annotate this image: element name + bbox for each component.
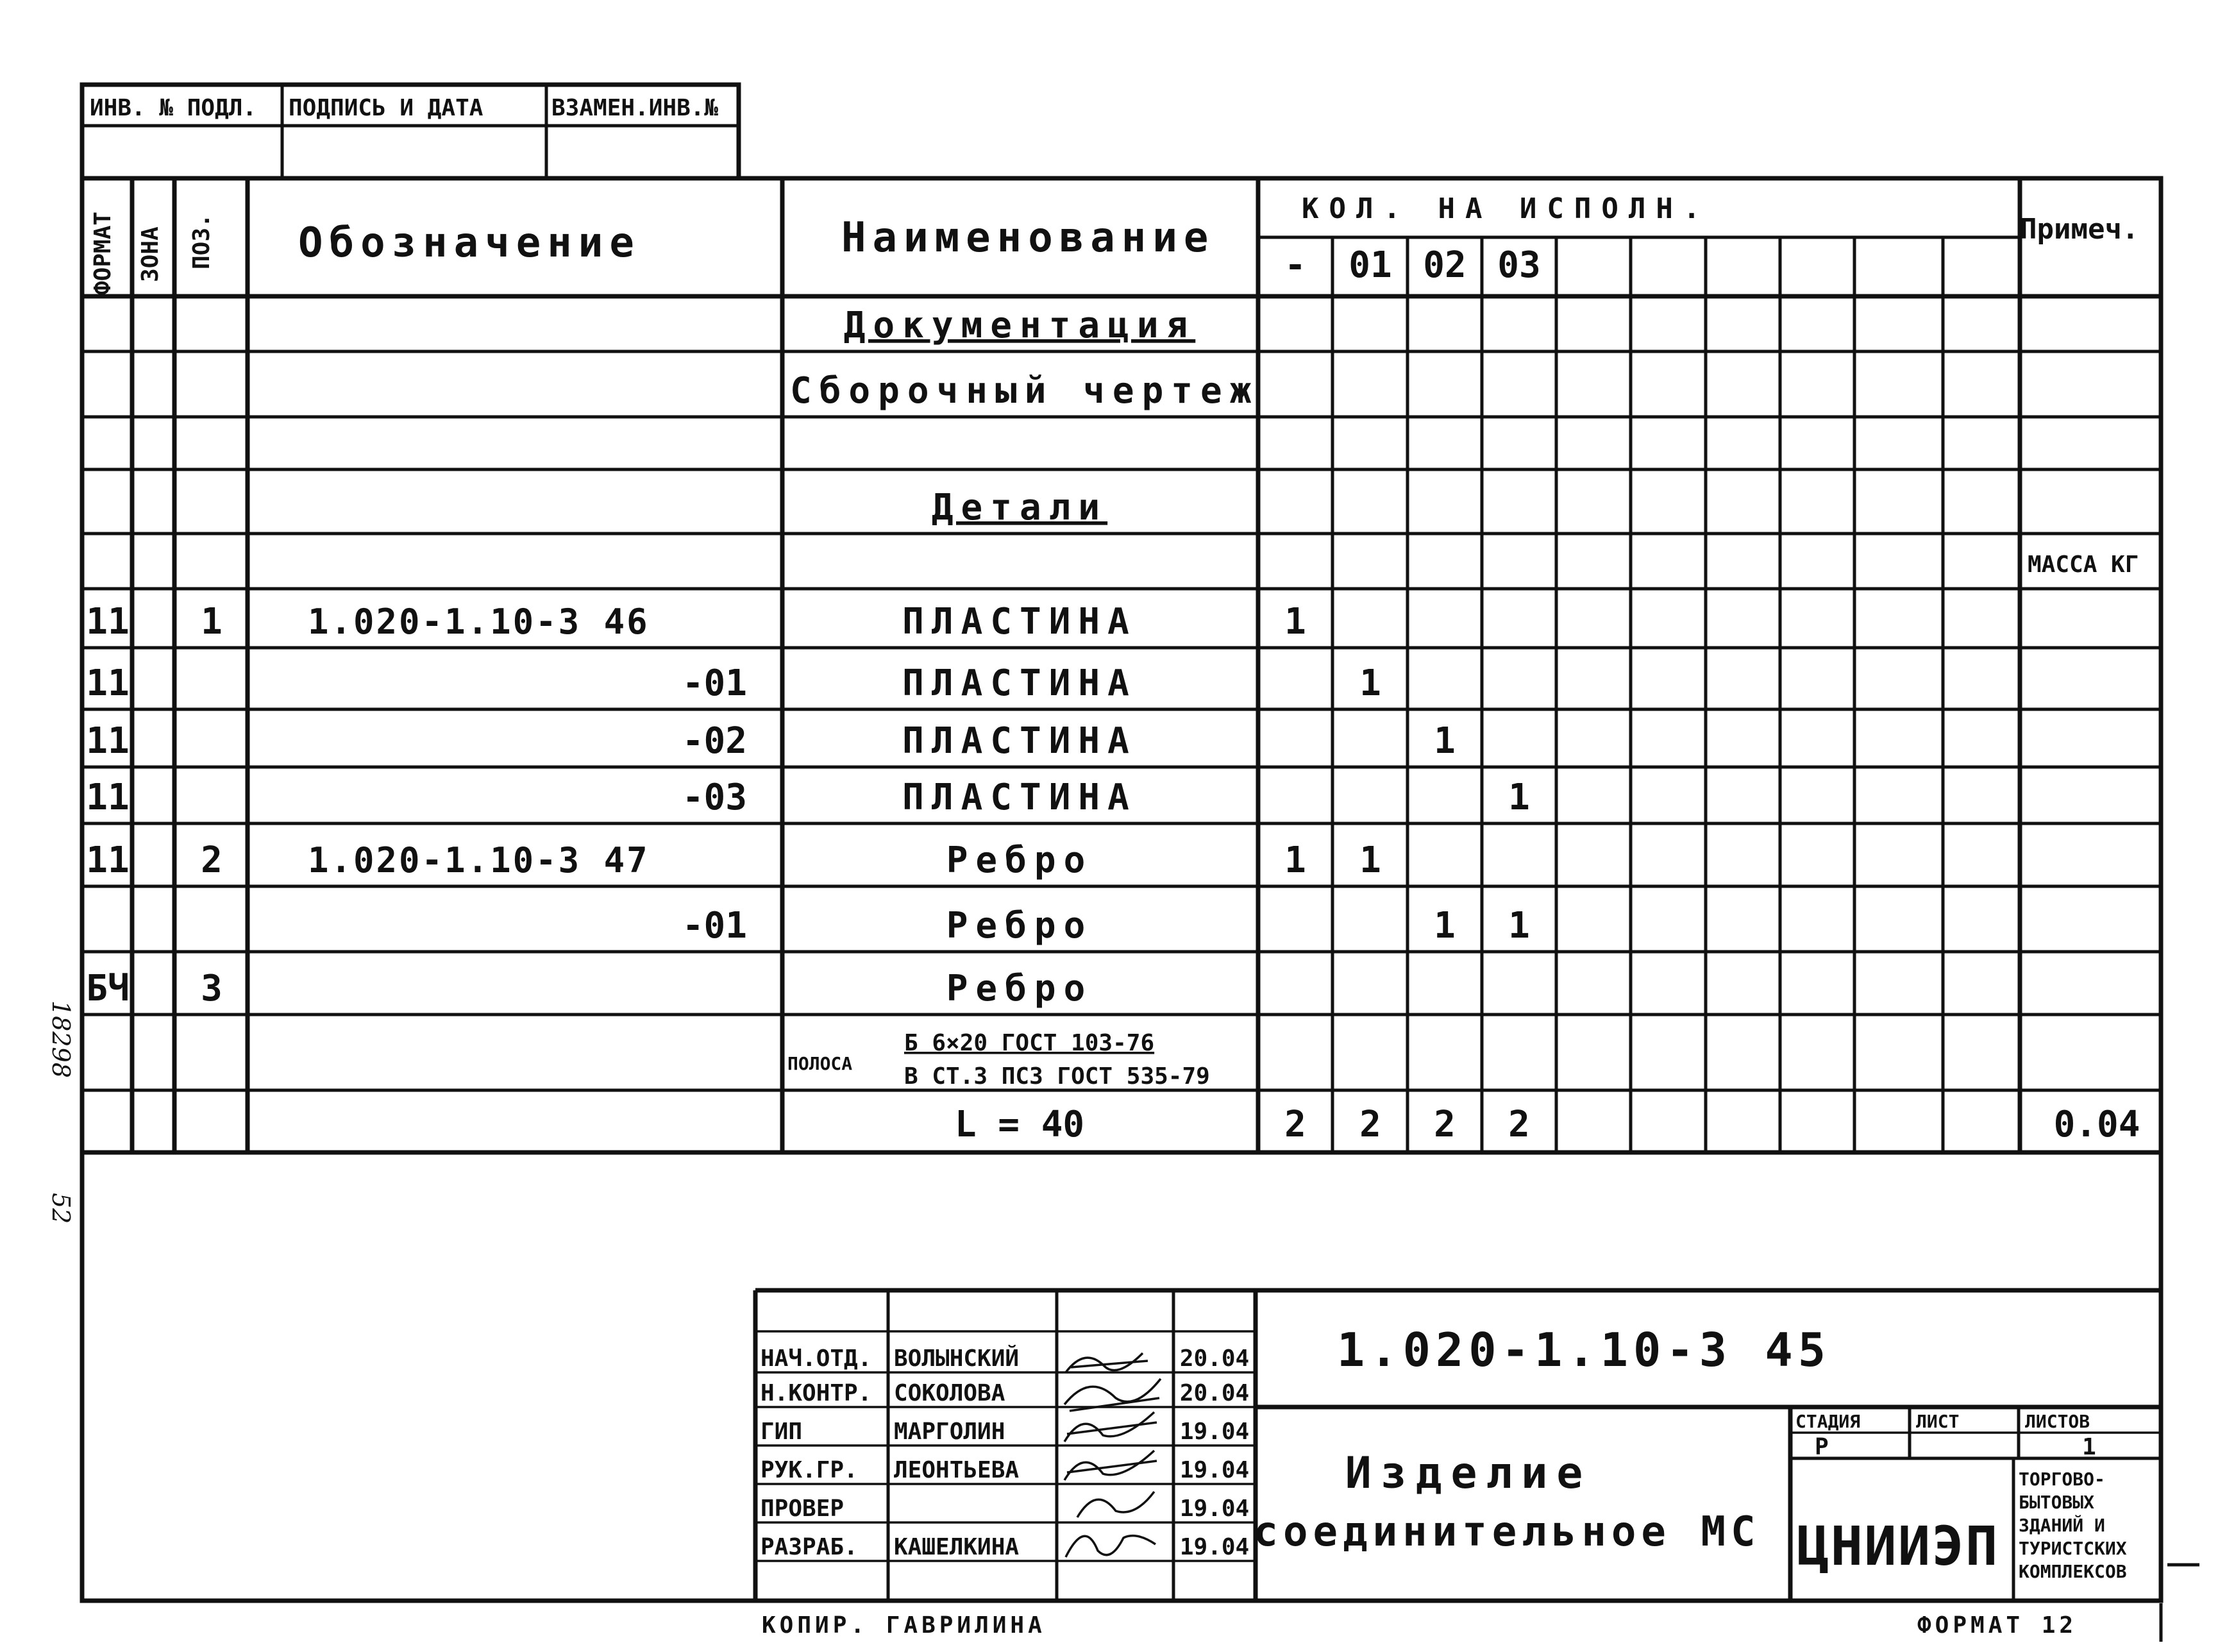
row-qty-3: 1	[1508, 905, 1530, 947]
row-qty-2: 1	[1434, 905, 1456, 947]
row-note: МАССА КГ	[2028, 552, 2139, 578]
header-zona: ЗОНА	[137, 226, 164, 282]
vzamen-inv-label: ВЗАМЕН.ИНВ.№	[551, 95, 719, 121]
last-row-q2: 2	[1434, 1104, 1456, 1145]
org-sub-1: БЫТОВЫХ	[2019, 1492, 2095, 1513]
inv-podl-label: ИНВ. № ПОДЛ.	[90, 95, 257, 121]
row-poz: 2	[201, 839, 223, 881]
row-format: 11	[86, 662, 130, 704]
last-row-q1: 2	[1359, 1104, 1381, 1145]
person-date: 19.04	[1179, 1419, 1250, 1445]
header-variant-3: 03	[1497, 244, 1541, 286]
margin-number: 18298	[47, 1000, 75, 1078]
signature-5	[1077, 1492, 1154, 1517]
row-name: Ребро	[946, 839, 1093, 881]
person-date: 19.04	[1179, 1457, 1250, 1483]
signature-6	[1066, 1536, 1156, 1557]
header-oboznachenie: Обозначение	[298, 219, 641, 267]
spec-rows	[86, 305, 2139, 1009]
person-role: ПРОВЕР	[761, 1496, 845, 1522]
org-name: ЦНИИЭП	[1797, 1515, 1999, 1578]
person-name: ВОЛЫНСКИЙ	[894, 1345, 1020, 1372]
person-role: РУК.ГР.	[761, 1457, 858, 1483]
person-date: 19.04	[1179, 1534, 1250, 1560]
row-qty-1: 1	[1359, 839, 1381, 881]
row-format: 11	[86, 777, 130, 818]
row-format: БЧ	[86, 968, 130, 1009]
last-row-note: 0.04	[2053, 1104, 2140, 1145]
last-row-q3: 2	[1508, 1104, 1530, 1145]
row-name: Ребро	[946, 968, 1093, 1009]
person-role: НАЧ.ОТД.	[761, 1345, 872, 1372]
row-suffix: -01	[682, 905, 747, 947]
person-name: МАРГОЛИН	[894, 1419, 1005, 1445]
row-qty-3: 1	[1508, 777, 1530, 818]
stadiya-label: СТАДИЯ	[1795, 1411, 1861, 1432]
person-name: СОКОЛОВА	[894, 1380, 1005, 1406]
listov-value: 1	[2082, 1434, 2096, 1460]
kopiroval: КОПИР. ГАВРИЛИНА	[762, 1612, 1046, 1639]
row-name: ПЛАСТИНА	[902, 720, 1137, 762]
header-primech: Примеч.	[2020, 213, 2139, 246]
row-poz: 3	[201, 968, 223, 1009]
polosa-label: ПОЛОСА	[787, 1053, 853, 1074]
org-sub-0: ТОРГОВО-	[2019, 1469, 2105, 1490]
signature-1	[1066, 1353, 1148, 1372]
row-name: Документация	[843, 305, 1196, 346]
list-label: ЛИСТ	[1916, 1411, 1960, 1432]
row-suffix: -01	[682, 662, 747, 704]
header-variant-0: -	[1284, 244, 1306, 286]
row-qty-1: 1	[1359, 662, 1381, 704]
person-date: 20.04	[1179, 1380, 1250, 1406]
spec-header	[90, 192, 2139, 295]
row-qty-0: 1	[1284, 839, 1306, 881]
podpis-data-label: ПОДПИСЬ И ДАТА	[289, 95, 483, 121]
listov-label: ЛИСТОВ	[2025, 1411, 2090, 1432]
header-variant-2: 02	[1423, 244, 1466, 286]
row-oboznachenie: 1.020-1.10-3 46	[308, 602, 650, 642]
header-poz: ПОЗ.	[189, 214, 215, 269]
row-name: ПЛАСТИНА	[902, 777, 1137, 818]
row-name: Детали	[931, 487, 1108, 528]
stadiya-value: Р	[1815, 1434, 1829, 1460]
row-suffix: -02	[682, 720, 747, 762]
row-poz: 1	[201, 601, 223, 643]
org-sub-4: КОМПЛЕКСОВ	[2019, 1561, 2127, 1582]
person-date: 20.04	[1179, 1345, 1250, 1372]
row-oboznachenie: 1.020-1.10-3 47	[308, 840, 650, 881]
row-format: 11	[86, 839, 130, 881]
header-naimenovanie: Наименование	[841, 214, 1215, 262]
row-format: 11	[86, 601, 130, 643]
person-role: Н.КОНТР.	[761, 1380, 872, 1406]
row-qty-0: 1	[1284, 601, 1306, 643]
polosa-top: Б 6×20 ГОСТ 103-76	[904, 1030, 1155, 1056]
row-name: Ребро	[946, 905, 1093, 947]
header-format: ФОРМАТ	[90, 211, 116, 295]
person-name: ЛЕОНТЬЕВА	[894, 1457, 1020, 1483]
top-stamp	[82, 85, 739, 178]
product-line1: Изделие	[1345, 1448, 1592, 1499]
row-suffix: -03	[682, 777, 747, 818]
margin-page: 52	[47, 1193, 75, 1224]
signature-3	[1064, 1412, 1157, 1442]
header-variant-1: 01	[1349, 244, 1392, 286]
person-name: КАШЕЛКИНА	[894, 1534, 1020, 1560]
row-format: 11	[86, 720, 130, 762]
person-date: 19.04	[1179, 1496, 1250, 1522]
signature-4	[1064, 1451, 1157, 1480]
last-row	[955, 1104, 2140, 1145]
row-name: ПЛАСТИНА	[902, 601, 1137, 643]
header-kol: КОЛ. НА ИСПОЛН.	[1302, 192, 1711, 225]
last-row-q0: 2	[1284, 1104, 1306, 1145]
product-line2: соединительное МС	[1253, 1508, 1761, 1556]
row-name: Сборочный чертеж	[790, 370, 1259, 412]
person-role: ГИП	[761, 1419, 803, 1445]
org-sub-2: ЗДАНИЙ И	[2019, 1515, 2105, 1536]
row-name: ПЛАСТИНА	[902, 662, 1137, 704]
format-label: ФОРМАТ 12	[1917, 1612, 2078, 1639]
org-sub-3: ТУРИСТСКИХ	[2019, 1538, 2127, 1559]
title-block-people	[761, 1345, 1249, 1560]
doc-code: 1.020-1.10-3 45	[1336, 1323, 1831, 1377]
last-row-name: L = 40	[954, 1104, 1085, 1145]
polosa-row	[787, 1030, 1210, 1090]
polosa-bottom: В СТ.3 ПС3 ГОСТ 535-79	[904, 1063, 1210, 1090]
person-role: РАЗРАБ.	[761, 1534, 858, 1560]
row-qty-2: 1	[1434, 720, 1456, 762]
